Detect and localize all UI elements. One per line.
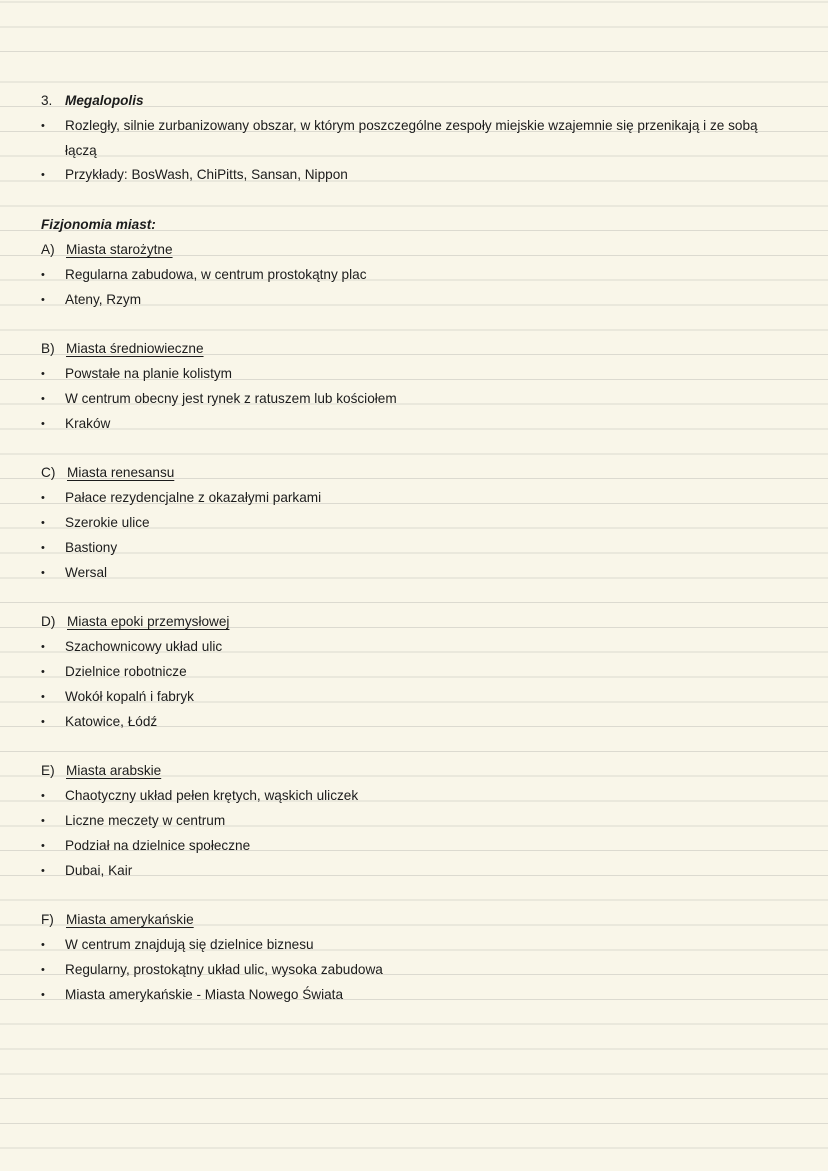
group-title-row xyxy=(0,238,828,263)
list-item xyxy=(0,809,828,834)
bullet-dot: • xyxy=(41,120,45,132)
bullet-dot: • xyxy=(41,840,45,852)
bullet-dot: • xyxy=(41,567,45,579)
bullet-dot: • xyxy=(41,542,45,554)
bullet-text: Przykłady: BosWash, ChiPitts, Sansan, Nippon xyxy=(65,167,348,182)
bullet-row xyxy=(0,163,828,188)
list-item-text: Podział na dzielnice społeczne xyxy=(65,838,251,853)
group-letter: B) xyxy=(41,341,55,356)
list-item xyxy=(0,561,828,586)
list-item-text: Szerokie ulice xyxy=(65,515,150,530)
list-item-text: Ateny, Rzym xyxy=(65,292,142,307)
group-title: Miasta epoki przemysłowej xyxy=(67,614,230,629)
list-item-text: Regularna zabudowa, w centrum prostokątny plac xyxy=(65,267,367,282)
list-item xyxy=(0,660,828,685)
list-item-text: Katowice, Łódź xyxy=(65,714,158,729)
bullet-dot: • xyxy=(41,368,45,380)
list-item xyxy=(0,834,828,859)
list-item-text: Liczne meczety w centrum xyxy=(65,813,226,828)
bullet-dot: • xyxy=(41,939,45,951)
bullet-dot: • xyxy=(41,691,45,703)
bullet-text: łączą xyxy=(65,143,97,158)
bullet-dot: • xyxy=(41,716,45,728)
bullet-dot: • xyxy=(41,989,45,1001)
group-letter: C) xyxy=(41,465,56,480)
bullet-text: Rozległy, silnie zurbanizowany obszar, w którym poszczególne zespoły miejskie wzajemnie się przenikają i ze sobą xyxy=(65,118,758,133)
list-item-text: Dzielnice robotnicze xyxy=(65,664,187,679)
section-title: Megalopolis xyxy=(65,93,144,108)
list-item xyxy=(0,933,828,958)
bullet-dot: • xyxy=(41,790,45,802)
list-item-text: Miasta amerykańskie - Miasta Nowego Świata xyxy=(65,987,344,1002)
list-item-text: Chaotyczny układ pełen krętych, wąskich uliczek xyxy=(65,788,359,803)
group-title-row xyxy=(0,908,828,933)
group-title-row xyxy=(0,759,828,784)
bullet-dot: • xyxy=(41,964,45,976)
list-item xyxy=(0,958,828,983)
list-item xyxy=(0,784,828,809)
group-title: Miasta renesansu xyxy=(67,465,175,480)
list-item xyxy=(0,983,828,1008)
list-item-text: Kraków xyxy=(65,416,111,431)
list-item xyxy=(0,387,828,412)
list-item xyxy=(0,362,828,387)
bullet-dot: • xyxy=(41,815,45,827)
group-letter: F) xyxy=(41,912,54,927)
bullet-dot: • xyxy=(41,393,45,405)
bullet-dot: • xyxy=(41,865,45,877)
bullet-dot: • xyxy=(41,169,45,181)
list-item xyxy=(0,635,828,660)
group-letter: E) xyxy=(41,763,55,778)
list-item-text: Dubai, Kair xyxy=(65,863,133,878)
list-item xyxy=(0,511,828,536)
list-item-text: Wokół kopalń i fabryk xyxy=(65,689,194,704)
group-letter: D) xyxy=(41,614,56,629)
section-number: 3. xyxy=(41,93,53,108)
list-item xyxy=(0,685,828,710)
list-item xyxy=(0,288,828,313)
group-title: Miasta średniowieczne xyxy=(66,341,204,356)
list-item-text: Bastiony xyxy=(65,540,118,555)
list-item-text: Pałace rezydencjalne z okazałymi parkami xyxy=(65,490,322,505)
bullet-dot: • xyxy=(41,641,45,653)
bullet-continuation-row xyxy=(0,139,828,164)
section-heading-row xyxy=(0,89,828,114)
list-item xyxy=(0,859,828,884)
bullet-dot: • xyxy=(41,269,45,281)
bullet-dot: • xyxy=(41,492,45,504)
list-item-text: Powstałe na planie kolistym xyxy=(65,366,232,381)
list-item-text: Szachownicowy układ ulic xyxy=(65,639,223,654)
list-item xyxy=(0,263,828,288)
list-item xyxy=(0,710,828,735)
list-item-text: Wersal xyxy=(65,565,108,580)
list-item xyxy=(0,486,828,511)
list-item-text: Regularny, prostokątny układ ulic, wysoka zabudowa xyxy=(65,962,383,977)
list-item-text: W centrum znajdują się dzielnice biznesu xyxy=(65,937,314,952)
group-title: Miasta starożytne xyxy=(66,242,173,257)
group-title: Miasta arabskie xyxy=(66,763,162,778)
list-item-text: W centrum obecny jest rynek z ratuszem lub kościołem xyxy=(65,391,397,406)
group-title-row xyxy=(0,610,828,635)
group-letter: A) xyxy=(41,242,55,257)
list-item xyxy=(0,536,828,561)
fizjonomia-heading-row xyxy=(0,213,828,238)
list-item xyxy=(0,412,828,437)
group-title-row xyxy=(0,461,828,486)
group-title-row xyxy=(0,337,828,362)
bullet-dot: • xyxy=(41,418,45,430)
bullet-dot: • xyxy=(41,294,45,306)
bullet-dot: • xyxy=(41,666,45,678)
group-title: Miasta amerykańskie xyxy=(66,912,194,927)
bullet-dot: • xyxy=(41,517,45,529)
bullet-row xyxy=(0,114,828,139)
fizjonomia-heading: Fizjonomia miast: xyxy=(41,217,156,232)
